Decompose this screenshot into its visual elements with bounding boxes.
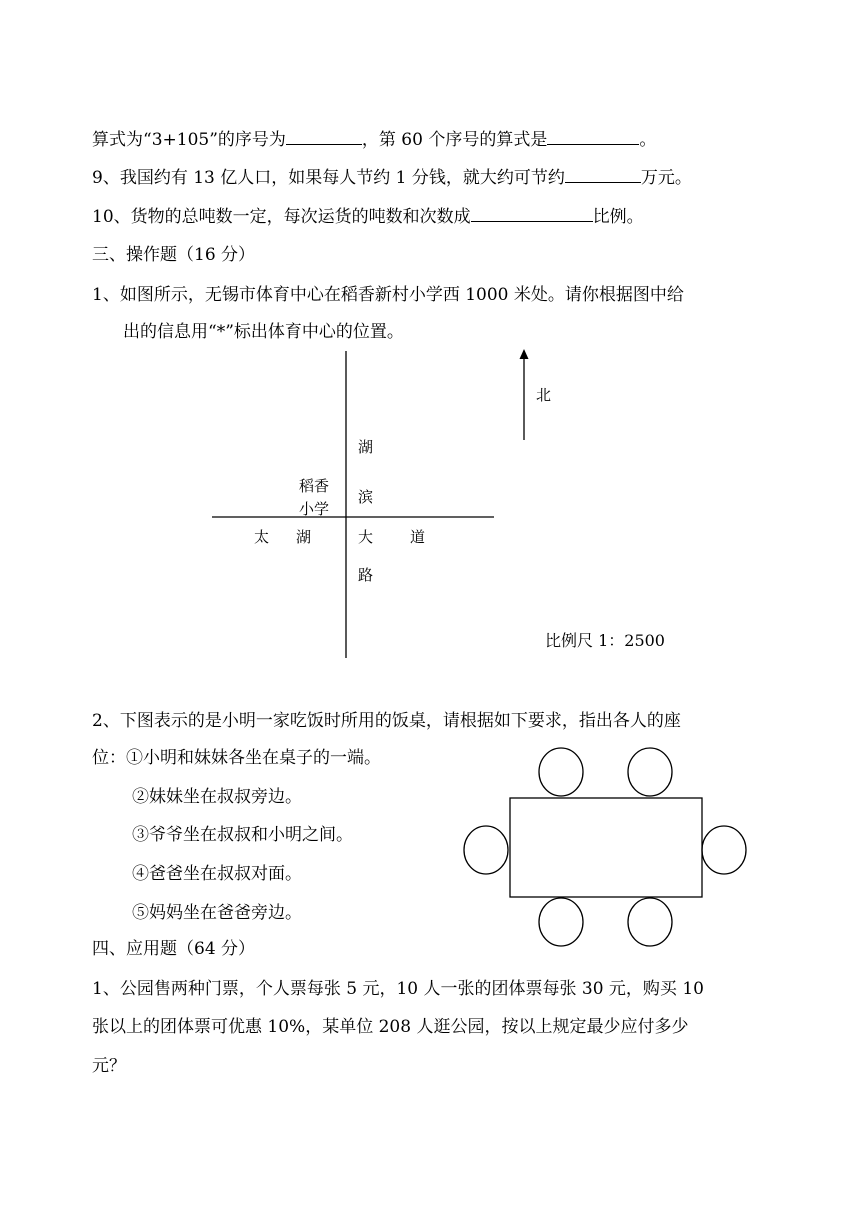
road-v-char-1: 湖 [358, 438, 374, 456]
seat-bottom-right[interactable] [628, 898, 672, 946]
answer-blank-q9[interactable] [565, 166, 641, 183]
op2-rule-2: ②妹妹坐在叔叔旁边。 [132, 787, 302, 807]
op2-rule-3: ③爷爷坐在叔叔和小明之间。 [132, 825, 353, 845]
q8-text-a: 算式为“3+105”的序号为 [92, 130, 286, 150]
seat-top-left[interactable] [539, 748, 583, 796]
op2-rule-5: ⑤妈妈坐在爸爸旁边。 [132, 903, 302, 923]
road-h-char-2: 湖 [296, 528, 312, 546]
seat-bottom-left[interactable] [539, 898, 583, 946]
seat-left-end[interactable] [464, 826, 508, 874]
op2-text-line2: 位：①小明和妹妹各坐在桌子的一端。 [92, 748, 381, 768]
seat-right-end[interactable] [702, 826, 746, 874]
op1-text-line2: 出的信息用“*”标出体育中心的位置。 [123, 322, 404, 342]
answer-blank-q8-2[interactable] [547, 128, 639, 145]
op2-text-line1: 2、下图表示的是小明一家吃饭时所用的饭桌，请根据如下要求，指出各人的座 [92, 711, 681, 731]
ap1-text-line3: 元？ [92, 1056, 126, 1076]
table-rect [510, 798, 702, 897]
map-scale-label: 比例尺 1：2500 [545, 631, 665, 650]
section-4-heading: 四、应用题（64 分） [92, 939, 256, 959]
q8-text-b: ，第 60 个序号的算式是 [361, 130, 548, 150]
road-h-char-3: 道 [410, 528, 426, 546]
map-figure [200, 345, 720, 665]
road-v-char-2: 滨 [358, 488, 374, 506]
op2-rule-4: ④爸爸坐在叔叔对面。 [132, 864, 302, 884]
ap1-text-line2: 张以上的团体票可优惠 10%，某单位 208 人逛公园，按以上规定最少应付多少 [92, 1017, 689, 1037]
north-label: 北 [536, 386, 552, 404]
school-label-line1: 稻香 [299, 477, 330, 495]
dining-table-svg [460, 745, 752, 950]
question-9 [92, 166, 692, 189]
school-label-line2: 小学 [299, 500, 330, 518]
ap1-text-line1: 1、公园售两种门票，个人票每张 5 元，10 人一张的团体票每张 30 元，购买 10 [92, 979, 704, 999]
answer-blank-q8-1[interactable] [286, 128, 362, 145]
q9-text-a: 9、我国约有 13 亿人口，如果每人节约 1 分钱，就大约可节约 [92, 168, 565, 188]
road-h-char-1: 太 [254, 528, 270, 546]
q9-text-b: 万元。 [640, 168, 692, 188]
q8-text-c: 。 [639, 130, 657, 150]
q10-text-b: 比例。 [592, 207, 644, 227]
section-3-heading: 三、操作题（16 分） [92, 245, 256, 265]
road-v-char-3: 大 [358, 528, 374, 546]
north-arrow-icon [520, 349, 529, 359]
seat-top-right[interactable] [628, 748, 672, 796]
answer-blank-q10[interactable] [471, 205, 593, 222]
road-v-char-4: 路 [358, 566, 374, 584]
question-10 [92, 205, 644, 228]
dining-table-figure [460, 745, 752, 950]
q8-continuation-line [92, 128, 656, 151]
q10-text-a: 10、货物的总吨数一定，每次运货的吨数和次数成 [92, 207, 471, 227]
op1-text-line1: 1、如图所示，无锡市体育中心在稻香新村小学西 1000 米处。请你根据图中给 [92, 285, 684, 305]
map-svg [200, 345, 720, 665]
